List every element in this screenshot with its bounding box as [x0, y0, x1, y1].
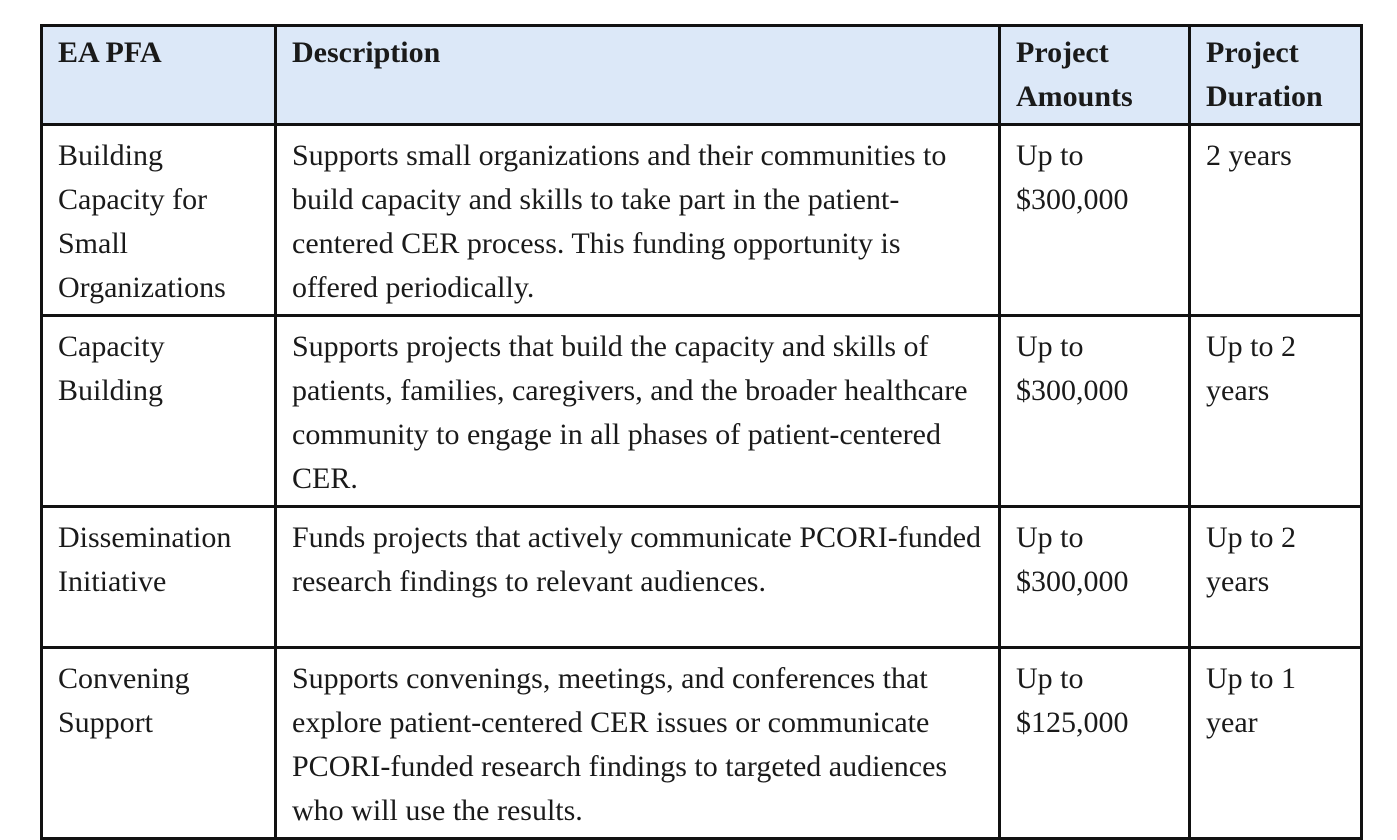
table-row	[42, 125, 1362, 316]
cell-program: Convening Support	[42, 648, 276, 839]
header-program: EA PFA	[42, 26, 276, 125]
cell-description: Supports projects that build the capacity and skills of patients, families, caregivers, and the broader healthcare community to engage in all phases of patient-centered CER.	[276, 316, 1000, 507]
header-description: Description	[276, 26, 1000, 125]
header-row	[42, 26, 1362, 125]
cell-description: Supports convenings, meetings, and conferences that explore patient-centered CER issues or communicate PCORI-funded research findings to targeted audiences who will use the results.	[276, 648, 1000, 839]
cell-program: Dissemination Initiative	[42, 507, 276, 648]
funding-table	[40, 24, 1363, 840]
cell-duration: Up to 2 years	[1190, 316, 1362, 507]
cell-amount: Up to $300,000	[1000, 507, 1190, 648]
cell-description: Supports small organizations and their communities to build capacity and skills to take part in the patient-centered CER process. This funding opportunity is offered periodically.	[276, 125, 1000, 316]
cell-duration: Up to 1 year	[1190, 648, 1362, 839]
table-row	[42, 648, 1362, 839]
header-duration: Project Duration	[1190, 26, 1362, 125]
cell-description: Funds projects that actively communicate PCORI-funded research findings to relevant audiences.	[276, 507, 1000, 648]
cell-amount: Up to $300,000	[1000, 316, 1190, 507]
table-body	[42, 125, 1362, 839]
cell-duration: 2 years	[1190, 125, 1362, 316]
cell-program: Building Capacity for Small Organizations	[42, 125, 276, 316]
table-header	[42, 26, 1362, 125]
cell-duration: Up to 2 years	[1190, 507, 1362, 648]
cell-program: Capacity Building	[42, 316, 276, 507]
cell-amount: Up to $300,000	[1000, 125, 1190, 316]
table-row	[42, 507, 1362, 648]
cell-amount: Up to $125,000	[1000, 648, 1190, 839]
table-row	[42, 316, 1362, 507]
header-amount: Project Amounts	[1000, 26, 1190, 125]
